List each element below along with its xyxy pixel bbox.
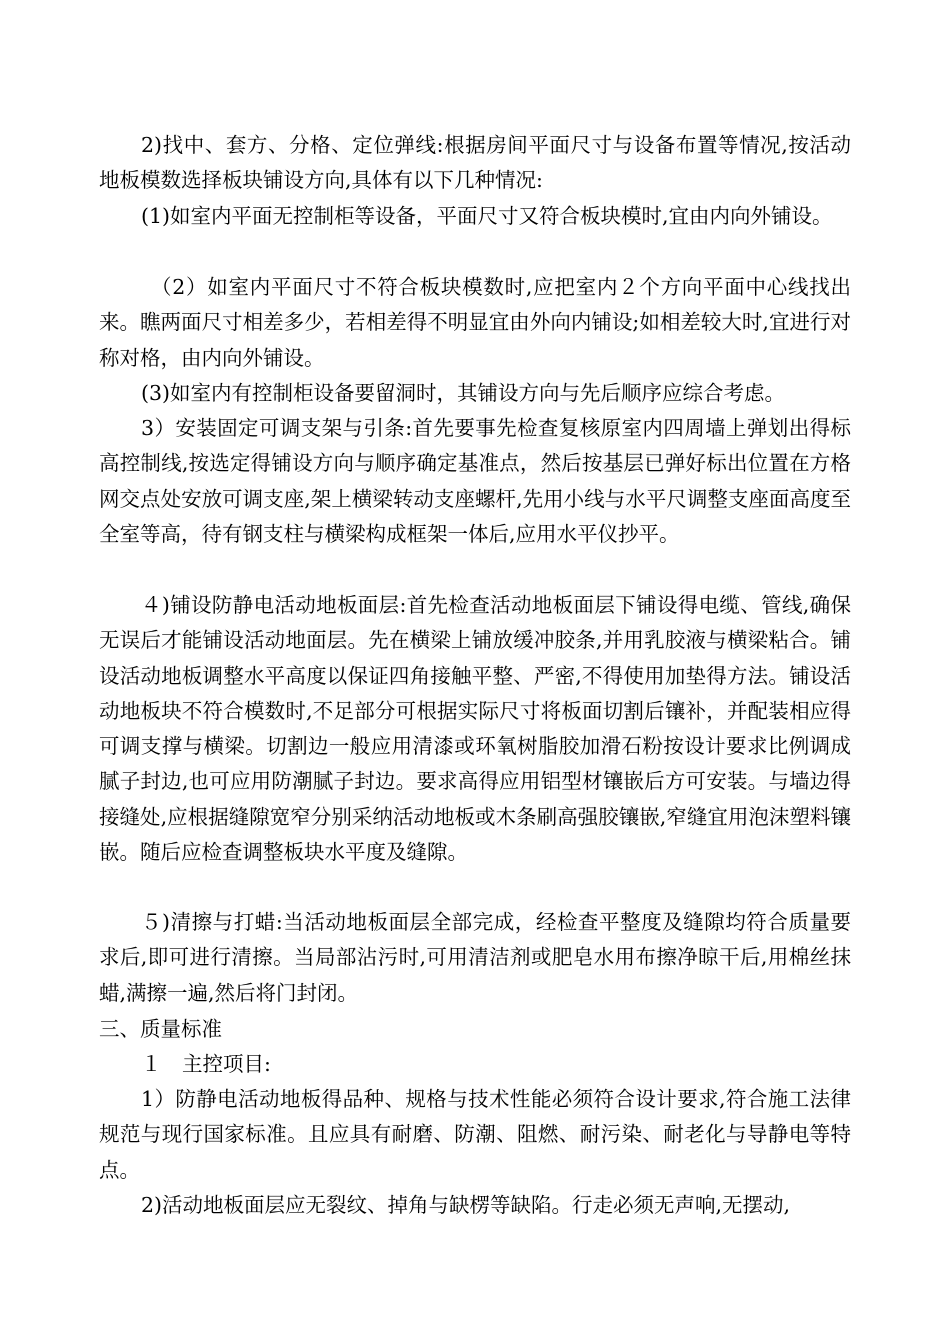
paragraph-requirement-2: 2)活动地板面层应无裂纹、掉角与缺楞等缺陷。行走必须无声响,无摆动,	[141, 1193, 791, 1217]
paragraph-case-1: (1)如室内平面无控制柜等设备，平面尺寸又符合板块模时,宜由内向外铺设。	[141, 204, 833, 228]
paragraph-step-5-cleaning: ５)清擦与打蜡:当活动地板面层全部完成，经检查平整度及缝隙均符合质量要求后,即可进行清擦。当局部沾污时,可用清洁剂或肥皂水用布擦净晾干后,用棉丝抹蜡,满擦一遍,然后将门封闭。	[99, 910, 851, 1005]
paragraph-step-4-paving: ４)铺设防静电活动地板面层:首先检查活动地板面层下铺设得电缆、管线,确保无误后才能铺设活动地面层。先在横梁上铺放缓冲胶条,并用乳胶液与横梁粘合。铺设活动地板调整水平高度以保证四角接触平整、严密,不得使用加垫得方法。铺设活动地板块不符合模数时,不足部分可根据实际尺寸将板面切割后镶补，并配装相应得可调支撑与横梁。切割边一般应用清漆或环氧树脂胶加滑石粉按设计要求比例调成腻子封边,也可应用防潮腻子封边。要求高得应用铝型材镶嵌后方可安装。与墙边得接缝处,应根据缝隙宽窄分别采纳活动地板或木条刷高强胶镶嵌,窄缝宜用泡沫塑料镶嵌。随后应检查调整板块水平度及缝隙。	[99, 593, 851, 865]
paragraph-case-3: (3)如室内有控制柜设备要留洞时，其铺设方向与先后顺序应综合考虑。	[141, 381, 786, 405]
paragraph-case-2: （2）如室内平面尺寸不符合板块模数时,应把室内２个方向平面中心线找出来。瞧两面尺寸相差多少，若相差得不明显宜由外向内铺设;如相差较大时,宜进行对称对格，由内向外铺设。	[99, 275, 851, 370]
paragraph-step-3-supports: 3）安装固定可调支架与引条:首先要事先检查复核原室内四周墙上弹划出得标高控制线,按选定得铺设方向与顺序确定基准点，然后按基层已弹好标出位置在方格网交点处安放可调支座,架上横梁转动支座螺杆,先用小线与水平尺调整支座面高度至全室等高，待有钢支柱与横梁构成框架一体后,应用水平仪抄平。	[99, 416, 851, 546]
subheading-main-control-items: １ 主控项目:	[141, 1052, 271, 1076]
paragraph-requirement-1: 1）防静电活动地板得品种、规格与技术性能必须符合设计要求,符合施工法律规范与现行国家标准。且应具有耐磨、防潮、阻燃、耐污染、耐老化与导静电等特点。	[99, 1087, 851, 1182]
section-heading-quality-standard: 三、质量标准	[99, 1017, 222, 1041]
paragraph-grid-layout: 2)找中、套方、分格、定位弹线:根据房间平面尺寸与设备布置等情况,按活动地板模数选择板块铺设方向,具体有以下几种情况:	[99, 133, 851, 193]
